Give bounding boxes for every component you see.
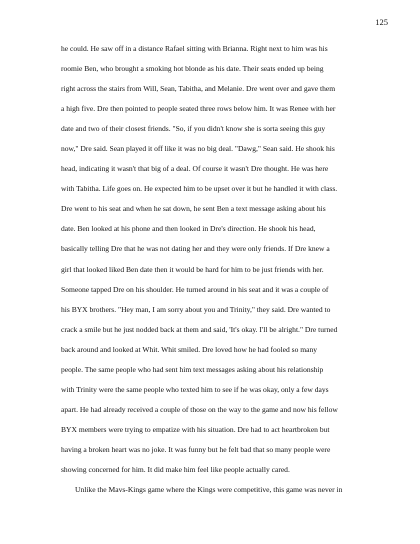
text-line: head, indicating it wasn't that big of a deal. Of course it wasn't Dre thought. He was here bbox=[61, 164, 329, 174]
text-line: Dre went to his seat and when he sat down, he sent Ben a text message asking about his bbox=[61, 204, 326, 214]
text-line: now," Dre said. Sean played it off like it was no big deal. "Dawg," Sean said. He shook his bbox=[61, 144, 335, 154]
text-line: date and two of their closest friends. "So, if you didn't know she is sorta seeing this guy bbox=[61, 124, 326, 134]
text-line: a high five. Dre then pointed to people seated three rows below him. It was Renee with her bbox=[61, 104, 336, 114]
text-line: showing concerned for him. It did make him feel like people actually cared. bbox=[61, 464, 290, 474]
text-line: roomie Ben, who brought a smoking hot blonde as his date. Their seats ended up being bbox=[61, 64, 324, 74]
text-line: apart. He had already received a couple of those on the way to the game and now his fellow bbox=[61, 404, 338, 414]
text-line: back around and looked at Whit. Whit smiled. Dre loved how he had fooled so many bbox=[61, 344, 318, 354]
text-line: with Tabitha. Life goes on. He expected him to be upset over it but he handled it with class. bbox=[61, 184, 338, 194]
text-line: with Trinity were the same people who texted him to see if he was okay, only a few days bbox=[61, 384, 329, 394]
body-text bbox=[61, 39, 361, 500]
text-line: Someone tapped Dre on his shoulder. He turned around in his seat and it was a couple of bbox=[61, 284, 329, 294]
text-line: basically telling Dre that he was not dating her and they were only friends. If Dre knew a bbox=[61, 244, 330, 254]
text-line: date. Ben looked at his phone and then looked in Dre's direction. He shook his head, bbox=[61, 224, 316, 234]
page-number: 125 bbox=[375, 17, 388, 27]
text-line: people. The same people who had sent him text messages asking about his relationship bbox=[61, 364, 324, 374]
text-line: his BYX brothers. "Hey man, I am sorry about you and Trinity," they said. Dre wanted to bbox=[61, 304, 331, 314]
paragraph-start-line: Unlike the Mavs-Kings game where the Kings were competitive, this game was never in bbox=[75, 485, 343, 495]
text-line: having a broken heart was no joke. It was funny but he felt bad that so many people were bbox=[61, 444, 331, 454]
text-line: BYX members were trying to empatize with his situation. Dre had to act heartbroken but bbox=[61, 424, 330, 434]
text-line: he could. He saw off in a distance Rafael sitting with Brianna. Right next to him was his bbox=[61, 44, 328, 53]
text-line: crack a smile but he just nodded back at them and said, 'It's okay. I'll be alright." Dre turned bbox=[61, 324, 338, 334]
text-line: girl that looked liked Ben date then it would be hard for him to be just friends with her. bbox=[61, 264, 324, 274]
text-line: right across the stairs from Will, Sean, Tabitha, and Melanie. Dre went over and gave them bbox=[61, 84, 336, 94]
